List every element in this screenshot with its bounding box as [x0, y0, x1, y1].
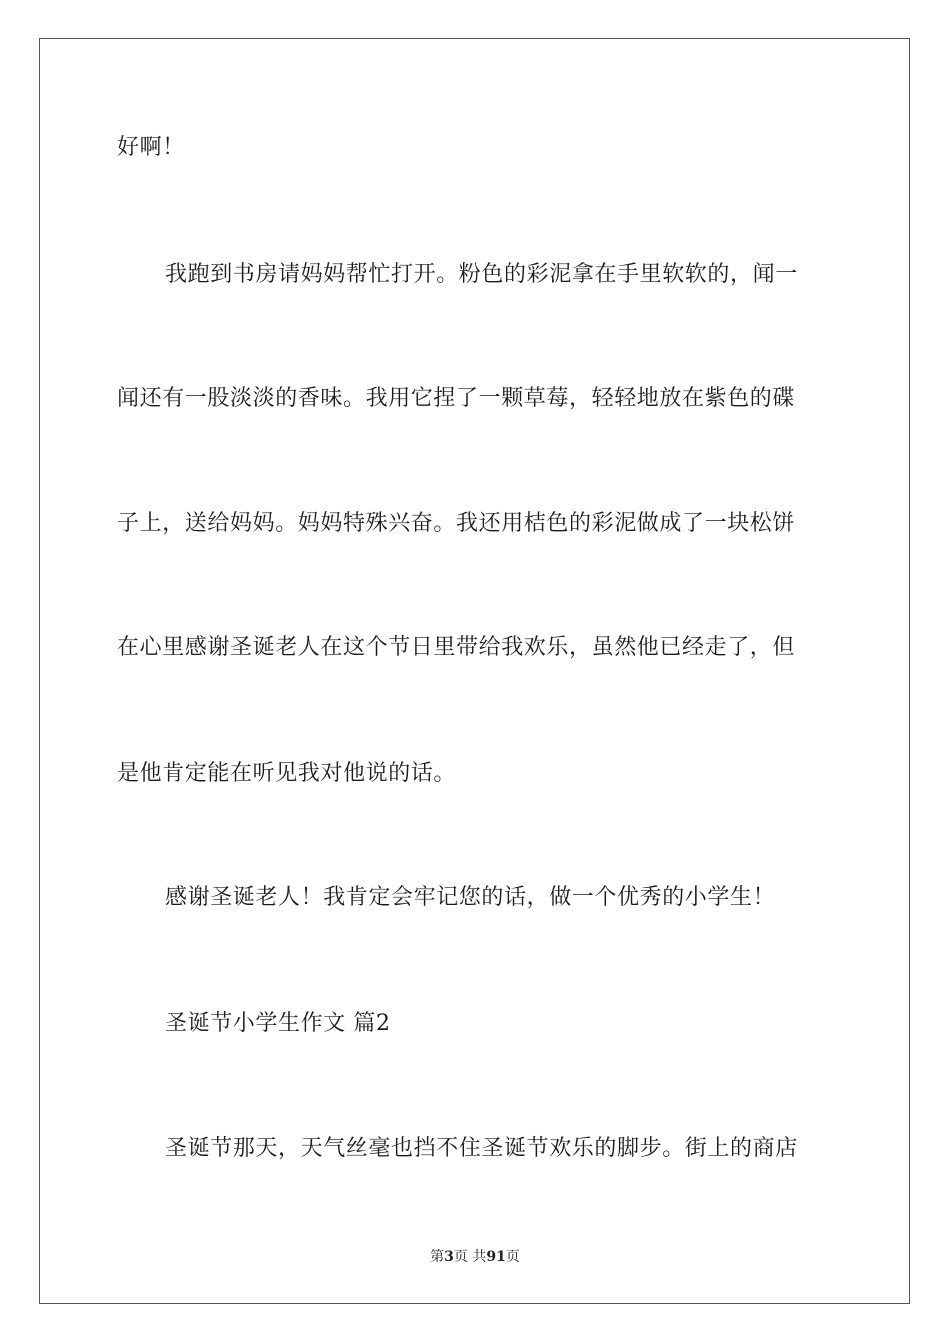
text-line: 是他肯定能在听见我对他说的话。	[117, 761, 457, 786]
page-footer	[0, 1247, 950, 1267]
paragraph-line: 感谢圣诞老人！我肯定会牢记您的话，做一个优秀的小学生！	[165, 885, 776, 910]
page-prefix: 第	[430, 1249, 445, 1265]
page-mid: 页 共	[453, 1249, 487, 1265]
total-page-number: 91	[486, 1249, 506, 1265]
text-line: 闻还有一股淡淡的香味。我用它捏了一颗草莓，轻轻地放在紫色的碟	[117, 386, 796, 411]
page-border	[39, 38, 910, 1304]
current-page-number: 3	[444, 1249, 454, 1265]
page-suffix: 页	[505, 1249, 520, 1265]
paragraph-line: 我跑到书房请妈妈帮忙打开。粉色的彩泥拿在手里软软的，闻一	[165, 262, 798, 287]
text-line: 在心里感谢圣诞老人在这个节日里带给我欢乐，虽然他已经走了，但	[117, 635, 796, 660]
paragraph-line: 圣诞节那天，天气丝毫也挡不住圣诞节欢乐的脚步。街上的商店	[165, 1136, 798, 1161]
text-line: 好啊！	[117, 135, 185, 160]
section-heading: 圣诞节小学生作文 篇2	[165, 1011, 391, 1036]
text-line: 子上，送给妈妈。妈妈特殊兴奋。我还用桔色的彩泥做成了一块松饼	[117, 511, 796, 536]
